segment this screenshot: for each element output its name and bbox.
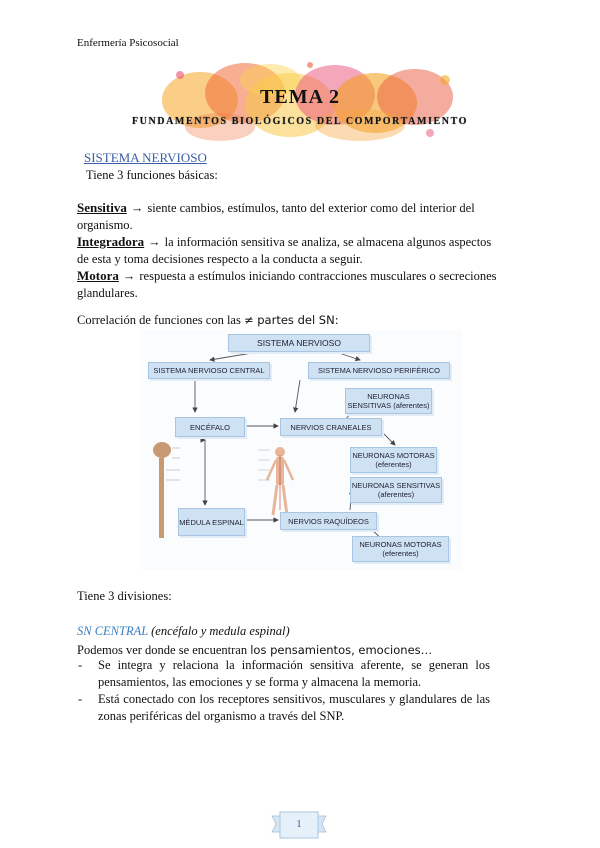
box-snc: SISTEMA NERVIOSO CENTRAL <box>148 362 270 379</box>
nervous-system-diagram <box>140 330 462 570</box>
box-neuronas-sensitivas-2: NEURONAS SENSITIVAS (aferentes) <box>350 477 442 503</box>
box-neuronas-motoras-1: NEURONAS MOTORAS (eferentes) <box>350 447 437 473</box>
box-nervios-craneales: NERVIOS CRANEALES <box>280 418 382 436</box>
function-term: Sensitiva <box>77 200 127 215</box>
function-integradora <box>77 233 497 268</box>
bullet-item: - Está conectado con los receptores sensitivos, musculares y glandulares de las zonas periféricas del organismo a través del SNP. <box>78 692 490 723</box>
divisions-text: Tiene 3 divisiones: <box>77 589 172 603</box>
peripheral-nerves-illustration <box>258 447 293 515</box>
box-sistema-nervioso: SISTEMA NERVIOSO <box>228 334 370 352</box>
podemos-prefix: Podemos ver donde se encuentran <box>77 643 248 657</box>
box-encefalo: ENCÉFALO <box>175 417 245 437</box>
bullet-text: Se integra y relaciona la información sensitiva aferente, se generan los pensamientos, las emociones y se forma y almacena la memoria. <box>98 658 490 689</box>
bullet-text: Está conectado con los receptores sensitivos, musculares y glandulares de las zonas periféricas del organismo a través del SNP. <box>98 692 490 723</box>
page-number: 1 <box>296 818 302 830</box>
page-header: Enfermería Psicosocial <box>77 37 179 49</box>
function-term: Integradora <box>77 234 145 249</box>
box-nervios-raquideos: NERVIOS RAQUÍDEOS <box>280 512 377 530</box>
chapter-subtitle: FUNDAMENTOS BIOLÓGICOS DEL COMPORTAMIENTO <box>131 116 469 127</box>
podemos-handwritten: los pensamientos, emociones… <box>250 643 433 657</box>
brain-spinal-cord-illustration <box>153 442 180 538</box>
function-motora <box>77 267 497 302</box>
correlation-prefix: Correlación de funciones con las <box>77 313 241 327</box>
sn-central-label: SN CENTRAL <box>77 624 148 638</box>
arrow-icon: → <box>148 235 161 249</box>
box-neuronas-sensitivas-1: NEURONAS SENSITIVAS (aferentes) <box>345 388 432 414</box>
box-snp: SISTEMA NERVIOSO PERIFÉRICO <box>308 362 450 379</box>
correlation-handwritten: ≠ partes del SN: <box>243 313 339 327</box>
sn-central-heading <box>77 624 290 639</box>
function-term: Motora <box>77 268 119 283</box>
arrow-icon: → <box>122 269 136 283</box>
intro-text: Tiene 3 funciones básicas: <box>86 168 218 182</box>
function-description: siente cambios, estímulos, tanto del exterior como del interior del organismo. <box>77 201 475 232</box>
box-neuronas-motoras-2: NEURONAS MOTORAS (eferentes) <box>352 536 449 562</box>
box-medula-espinal: MÉDULA ESPINAL <box>178 508 245 536</box>
arrow-icon: → <box>130 201 144 215</box>
sn-central-note: (encéfalo y medula espinal) <box>151 624 290 638</box>
correlation-text <box>77 312 339 329</box>
function-sensitiva <box>77 199 497 234</box>
section-title: SISTEMA NERVIOSO <box>84 150 207 165</box>
bullet-item: - Se integra y relaciona la información sensitiva aferente, se generan los pensamientos, las emociones y se forma y almacena la memoria. <box>78 658 490 689</box>
chapter-title: TEMA 2 <box>260 86 340 108</box>
function-description: la información sensitiva se analiza, se almacena algunos aspectos de esta y toma decisiones respecto a la conducta a seguir. <box>77 235 492 266</box>
function-description: respuesta a estímulos iniciando contracciones musculares o secreciones glandulares. <box>77 269 497 300</box>
